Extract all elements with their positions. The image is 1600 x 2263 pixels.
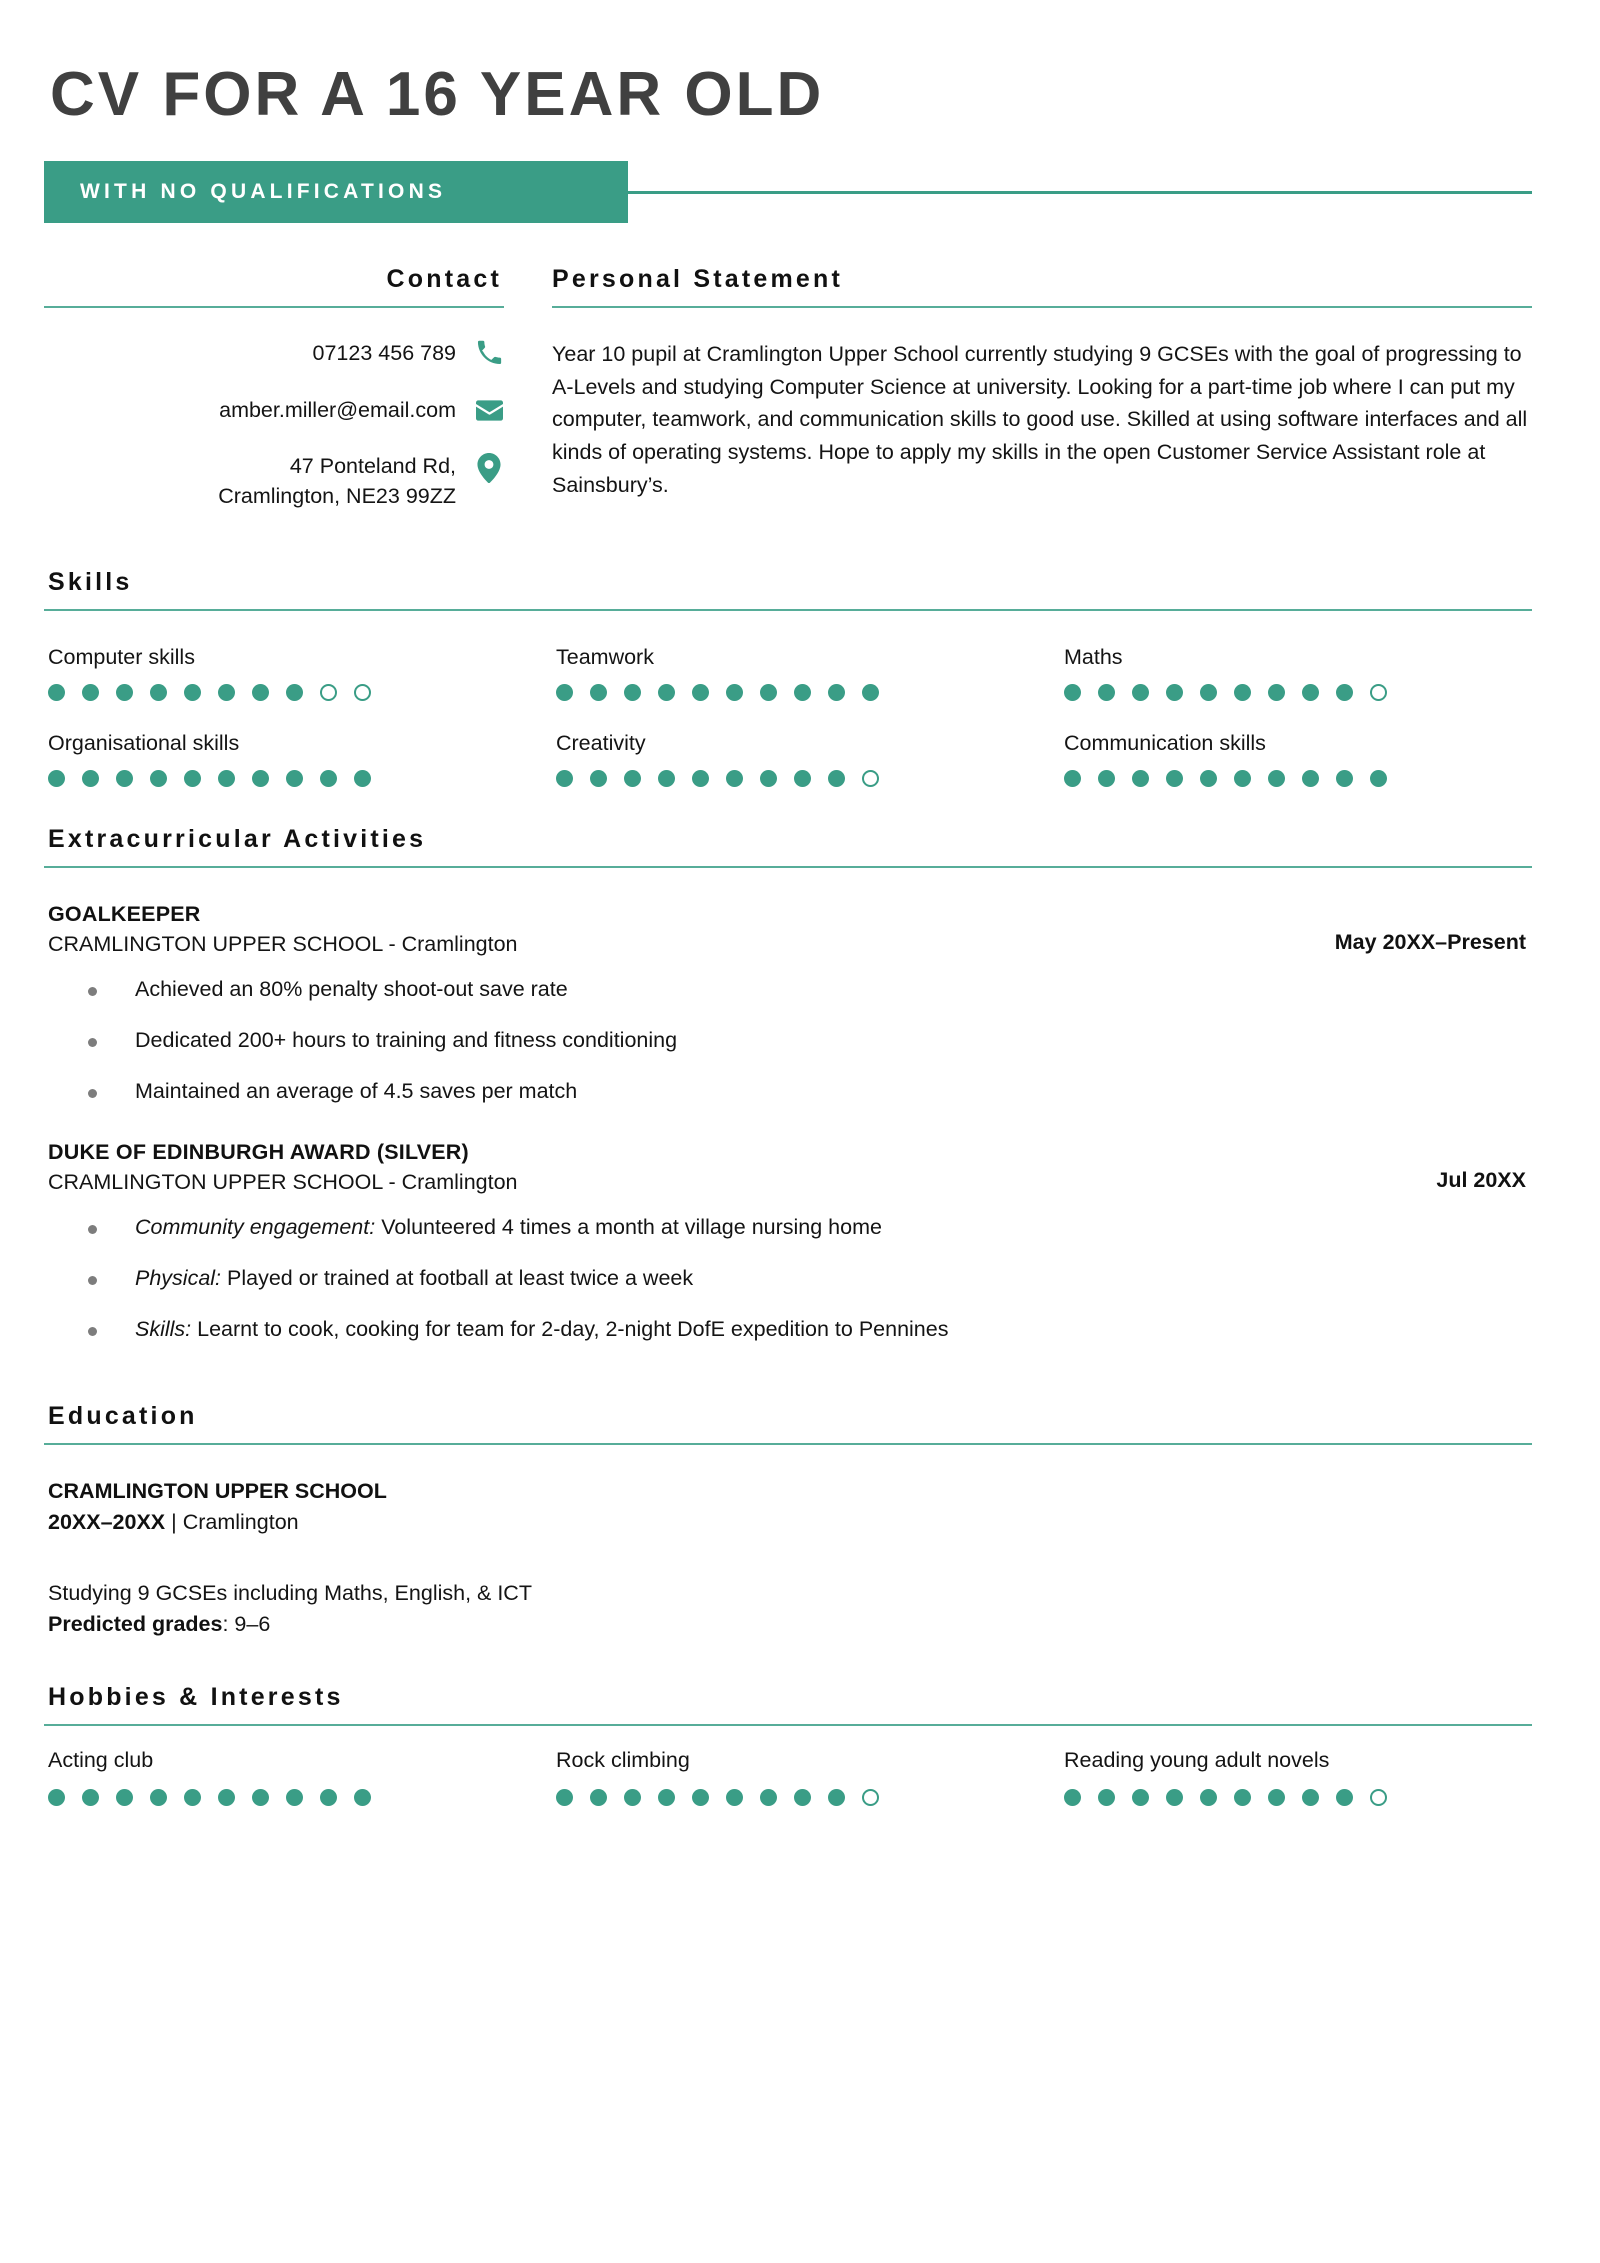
hobbies-rule <box>44 1724 1532 1726</box>
entry-bullet <box>88 1026 1532 1055</box>
location-pin-icon <box>474 451 504 483</box>
skill-item <box>48 731 516 809</box>
personal-statement-body: Year 10 pupil at Cramlington Upper School currently studying 9 GCSEs with the goal of progressing to A-Levels and studying Computer Science at university. Looking for a part-time job where I can put my computer, teamwork, and communication skills to good use. Skilled at using software interfaces and all kinds of operating systems. Hope to apply my skills in the open Customer Service Assistant role at Sainsbury’s. <box>552 342 1528 497</box>
entry-bullet <box>88 975 1532 1004</box>
rating-dot-filled <box>556 770 573 787</box>
entry-bullet <box>88 1077 1532 1106</box>
rating-dot-empty <box>862 1789 879 1806</box>
contact-address-line2: Cramlington, NE23 99ZZ <box>218 484 456 509</box>
rating-dot-filled <box>150 770 167 787</box>
rating-dots <box>556 684 1024 701</box>
education-rule <box>44 1443 1532 1445</box>
rating-dot-filled <box>252 1789 269 1806</box>
entry-date: Jul 20XX <box>1436 1167 1526 1192</box>
rating-dot-filled <box>150 1789 167 1806</box>
education-heading: Education <box>48 1401 198 1430</box>
rating-dot-filled <box>320 1789 337 1806</box>
entry-bullet-lead: Physical: <box>135 1265 222 1290</box>
entry-bullet <box>88 1213 1532 1242</box>
entry-bullet-lead: Community engagement: <box>135 1214 376 1239</box>
rating-dot-filled <box>794 684 811 701</box>
rating-dot-filled <box>320 770 337 787</box>
rating-dots <box>556 1789 1024 1806</box>
rating-dot-filled <box>116 770 133 787</box>
page-title: CV FOR A 16 YEAR OLD <box>50 60 825 129</box>
entry-title-block <box>48 1140 1436 1195</box>
skill-label: Organisational skills <box>48 730 240 755</box>
entry-bullet-body: Volunteered 4 times a month at village nursing home <box>375 1214 882 1239</box>
bullet-dot-icon <box>88 1276 97 1285</box>
skill-item <box>556 731 1024 809</box>
bullet-dot-icon <box>88 1038 97 1047</box>
rating-dot-filled <box>692 684 709 701</box>
phone-icon <box>474 338 504 366</box>
rating-dot-empty <box>354 684 371 701</box>
rating-dot-filled <box>116 1789 133 1806</box>
rating-dot-empty <box>1370 1789 1387 1806</box>
rating-dot-filled <box>286 684 303 701</box>
education-location: Cramlington <box>182 1509 299 1534</box>
rating-dot-filled <box>590 770 607 787</box>
extracurricular-heading: Extracurricular Activities <box>48 824 427 853</box>
rating-dots <box>48 770 516 787</box>
rating-dot-filled <box>1166 1789 1183 1806</box>
skill-label: Maths <box>1064 644 1123 669</box>
entry-header-row <box>48 902 1532 957</box>
personal-statement-heading: Personal Statement <box>552 265 844 294</box>
rating-dot-filled <box>1098 770 1115 787</box>
education-detail: Studying 9 GCSEs including Maths, English, & ICT <box>48 1580 532 1605</box>
rating-dot-filled <box>82 1789 99 1806</box>
entry-bullet-body: Learnt to cook, cooking for team for 2-day, 2-night DofE expedition to Pennines <box>191 1316 949 1341</box>
rating-dot-filled <box>1302 1789 1319 1806</box>
rating-dots <box>1064 1789 1532 1806</box>
rating-dot-filled <box>828 1789 845 1806</box>
rating-dot-filled <box>760 1789 777 1806</box>
entry-bullet-lead: Skills: <box>135 1316 192 1341</box>
extracurricular-rule <box>44 866 1532 868</box>
skill-item <box>48 645 516 723</box>
rating-dot-filled <box>590 684 607 701</box>
rating-dot-filled <box>624 1789 641 1806</box>
entry-title-block <box>48 902 1335 957</box>
rating-dot-filled <box>760 770 777 787</box>
rating-dot-filled <box>1268 1789 1285 1806</box>
skill-label: Creativity <box>556 730 646 755</box>
entry-bullet-text <box>135 1077 577 1106</box>
skill-item <box>1064 645 1532 723</box>
rating-dot-filled <box>218 770 235 787</box>
rating-dot-filled <box>218 684 235 701</box>
rating-dot-filled <box>1132 684 1149 701</box>
rating-dot-filled <box>1234 1789 1251 1806</box>
hobbies-section <box>44 1683 1532 1806</box>
entry-bullet-text <box>135 1264 693 1293</box>
rating-dot-filled <box>1200 684 1217 701</box>
rating-dot-filled <box>658 684 675 701</box>
rating-dot-filled <box>218 1789 235 1806</box>
entry-bullet-body: Achieved an 80% penalty shoot-out save rate <box>135 976 568 1001</box>
subtitle-band-label: WITH NO QUALIFICATIONS <box>44 161 628 223</box>
entry-bullet-body: Maintained an average of 4.5 saves per match <box>135 1078 578 1103</box>
entry-bullet-text <box>135 1315 948 1344</box>
education-entry <box>44 1479 1532 1637</box>
skills-section <box>44 568 1532 809</box>
hobby-item <box>1064 1748 1532 1806</box>
rating-dot-filled <box>760 684 777 701</box>
rating-dot-filled <box>1336 1789 1353 1806</box>
rating-dot-filled <box>692 770 709 787</box>
rating-dot-filled <box>1200 1789 1217 1806</box>
rating-dot-filled <box>286 770 303 787</box>
extracurricular-section <box>44 825 1532 1344</box>
hobby-label: Reading young adult novels <box>1064 1747 1330 1772</box>
subtitle-rule <box>628 191 1532 194</box>
skill-item <box>556 645 1024 723</box>
rating-dot-filled <box>1200 770 1217 787</box>
rating-dots <box>48 1789 516 1806</box>
rating-dots <box>1064 684 1532 701</box>
rating-dot-filled <box>1302 684 1319 701</box>
rating-dot-filled <box>624 684 641 701</box>
hobby-label: Rock climbing <box>556 1747 690 1772</box>
rating-dot-filled <box>354 1789 371 1806</box>
rating-dot-filled <box>1370 770 1387 787</box>
top-columns <box>44 265 1532 538</box>
skill-label: Teamwork <box>556 644 654 669</box>
rating-dot-filled <box>1098 1789 1115 1806</box>
rating-dot-empty <box>320 684 337 701</box>
entry-bullet <box>88 1315 1532 1344</box>
skills-rule <box>44 609 1532 611</box>
rating-dot-filled <box>658 770 675 787</box>
contact-rule <box>44 306 504 308</box>
education-years: 20XX–20XX <box>48 1509 166 1534</box>
rating-dot-filled <box>828 770 845 787</box>
hobby-item <box>556 1748 1024 1806</box>
skills-grid <box>44 645 1532 809</box>
rating-dot-filled <box>82 770 99 787</box>
bullet-dot-icon <box>88 1327 97 1336</box>
entry-bullet-list <box>48 975 1532 1106</box>
contact-list <box>44 338 504 512</box>
rating-dot-empty <box>862 770 879 787</box>
education-grades <box>48 1612 1532 1637</box>
education-grades-value: : 9–6 <box>222 1611 271 1636</box>
entry-role: DUKE OF EDINBURGH AWARD (SILVER) <box>48 1139 469 1164</box>
education-meta <box>48 1510 1532 1535</box>
envelope-icon <box>474 395 504 424</box>
skill-item <box>1064 731 1532 809</box>
entry-bullet-text <box>135 1026 677 1055</box>
rating-dot-filled <box>624 770 641 787</box>
rating-dot-filled <box>828 684 845 701</box>
rating-dot-filled <box>82 684 99 701</box>
contact-address-row[interactable] <box>44 451 504 511</box>
entry-bullet-body: Dedicated 200+ hours to training and fitness conditioning <box>135 1027 678 1052</box>
rating-dot-filled <box>1132 770 1149 787</box>
entry-bullet-list <box>48 1213 1532 1344</box>
entry-bullet-text <box>135 975 568 1004</box>
contact-phone-text: 07123 456 789 <box>312 341 456 366</box>
rating-dot-filled <box>150 684 167 701</box>
contact-section <box>44 265 524 538</box>
hobby-item <box>48 1748 516 1806</box>
rating-dot-filled <box>794 770 811 787</box>
entry-bullet <box>88 1264 1532 1293</box>
hobby-label: Acting club <box>48 1747 154 1772</box>
bullet-dot-icon <box>88 987 97 996</box>
rating-dot-filled <box>1064 684 1081 701</box>
rating-dot-filled <box>556 1789 573 1806</box>
rating-dot-filled <box>252 684 269 701</box>
entry-bullet-text <box>135 1213 882 1242</box>
rating-dot-filled <box>48 770 65 787</box>
rating-dot-filled <box>354 770 371 787</box>
rating-dot-filled <box>726 770 743 787</box>
rating-dot-filled <box>184 684 201 701</box>
subtitle-banner <box>44 161 1532 223</box>
skill-label: Communication skills <box>1064 730 1266 755</box>
rating-dot-filled <box>794 1789 811 1806</box>
rating-dot-filled <box>1166 770 1183 787</box>
rating-dot-filled <box>184 1789 201 1806</box>
rating-dot-filled <box>1166 684 1183 701</box>
hobbies-heading: Hobbies & Interests <box>48 1682 344 1711</box>
rating-dot-filled <box>658 1789 675 1806</box>
entry-bullet-body: Played or trained at football at least twice a week <box>221 1265 694 1290</box>
rating-dot-filled <box>692 1789 709 1806</box>
rating-dots <box>556 770 1024 787</box>
contact-email-text: amber.miller@email.com <box>219 397 456 422</box>
rating-dot-filled <box>556 684 573 701</box>
rating-dots <box>48 684 516 701</box>
rating-dots <box>1064 770 1532 787</box>
rating-dot-filled <box>726 1789 743 1806</box>
rating-dot-filled <box>1234 684 1251 701</box>
education-separator: | <box>165 1509 183 1534</box>
rating-dot-filled <box>116 684 133 701</box>
education-school-name: CRAMLINGTON UPPER SCHOOL <box>48 1478 387 1503</box>
entry-role: GOALKEEPER <box>48 901 201 926</box>
rating-dot-empty <box>1370 684 1387 701</box>
hobbies-grid <box>44 1748 1532 1806</box>
rating-dot-filled <box>1064 1789 1081 1806</box>
entry-organisation: CRAMLINGTON UPPER SCHOOL - Cramlington <box>48 1169 518 1194</box>
rating-dot-filled <box>1064 770 1081 787</box>
bullet-dot-icon <box>88 1089 97 1098</box>
rating-dot-filled <box>1268 684 1285 701</box>
education-grades-label: Predicted grades <box>48 1611 223 1636</box>
experience-entry <box>44 902 1532 1106</box>
rating-dot-filled <box>1268 770 1285 787</box>
rating-dot-filled <box>1336 770 1353 787</box>
skill-label: Computer skills <box>48 644 195 669</box>
contact-phone-row[interactable] <box>44 338 504 369</box>
entry-header-row <box>48 1140 1532 1195</box>
contact-email-row[interactable] <box>44 395 504 426</box>
rating-dot-filled <box>862 684 879 701</box>
rating-dot-filled <box>252 770 269 787</box>
rating-dot-filled <box>1234 770 1251 787</box>
rating-dot-filled <box>184 770 201 787</box>
rating-dot-filled <box>286 1789 303 1806</box>
personal-statement-section <box>524 265 1532 538</box>
rating-dot-filled <box>1302 770 1319 787</box>
entry-organisation: CRAMLINGTON UPPER SCHOOL - Cramlington <box>48 931 518 956</box>
skills-heading: Skills <box>48 567 133 596</box>
personal-statement-rule <box>552 306 1532 308</box>
rating-dot-filled <box>726 684 743 701</box>
rating-dot-filled <box>1132 1789 1149 1806</box>
contact-heading: Contact <box>386 265 502 294</box>
rating-dot-filled <box>48 1789 65 1806</box>
rating-dot-filled <box>48 684 65 701</box>
rating-dot-filled <box>590 1789 607 1806</box>
contact-address-text <box>218 451 456 511</box>
extracurricular-entries <box>44 902 1532 1344</box>
experience-entry <box>44 1140 1532 1344</box>
education-section <box>44 1402 1532 1637</box>
contact-address-line1: 47 Ponteland Rd, <box>289 454 456 479</box>
rating-dot-filled <box>1336 684 1353 701</box>
entry-date: May 20XX–Present <box>1334 929 1526 954</box>
rating-dot-filled <box>1098 684 1115 701</box>
bullet-dot-icon <box>88 1225 97 1234</box>
